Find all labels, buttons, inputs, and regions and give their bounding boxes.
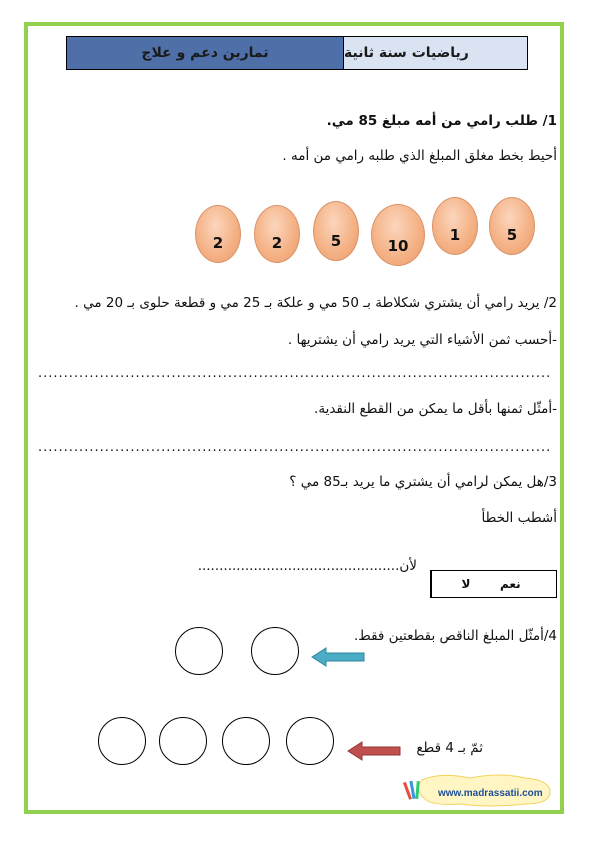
ex2-statement: 2/ يريد رامي أن يشتري شكلاطة بـ 50 مي و علكة بـ 25 مي و قطعة حلوى بـ 20 مي .	[74, 295, 557, 311]
ex4-then: ثمّ بـ 4 قطع	[416, 740, 483, 756]
header-subject: رياضيات سنة ثانية	[343, 36, 528, 70]
coin[interactable]: 1	[432, 197, 478, 255]
page-border	[24, 22, 564, 814]
ex3-question: 3/هل يمكن لرامي أن يشتري ما يريد بـ85 مي ؟	[289, 474, 557, 490]
ex1-instruction: أحيط بخط مغلق المبلغ الذي طلبه رامي من أمه .	[282, 148, 557, 164]
answer-circle[interactable]	[98, 717, 146, 765]
answer-circle[interactable]	[159, 717, 207, 765]
answer-circle[interactable]	[286, 717, 334, 765]
answer-circle[interactable]	[222, 717, 270, 765]
site-url[interactable]: www.madrassatii.com	[438, 788, 543, 799]
coin[interactable]: 5	[489, 197, 535, 255]
coin[interactable]: 10	[371, 204, 425, 266]
ex2-answer-line-1[interactable]: ....................................................................................................	[38, 366, 552, 381]
ex2-task1: -أحسب ثمن الأشياء التي يريد رامي أن يشتريها .	[287, 332, 557, 348]
coin[interactable]: 2	[195, 205, 241, 263]
coin[interactable]: 2	[254, 205, 300, 263]
ex1-title: 1/ طلب رامي من أمه مبلغ 85 مي.	[326, 113, 557, 129]
arrow-left-icon	[310, 646, 366, 668]
answer-circle[interactable]	[175, 627, 223, 675]
arrow-left-icon	[346, 740, 402, 762]
ex2-answer-line-2[interactable]: ....................................................................................................	[38, 440, 552, 455]
ex2-task2: -أمثّل ثمنها بأقل ما يمكن من القطع النقدية.	[314, 401, 557, 417]
header-topic: تمارين دعم و علاج	[66, 36, 343, 70]
answer-no[interactable]: لا	[431, 571, 494, 597]
ex3-instruction: أشطب الخطأ	[481, 510, 557, 526]
ex3-because[interactable]: لأن...............................................	[197, 558, 417, 574]
ex4-instruction: 4/أمثّل المبلغ الناقص بقطعتين فقط.	[353, 628, 557, 644]
yes-no-table	[430, 570, 557, 598]
answer-yes[interactable]: نعم	[500, 577, 521, 591]
coin[interactable]: 5	[313, 201, 359, 261]
answer-circle[interactable]	[251, 627, 299, 675]
